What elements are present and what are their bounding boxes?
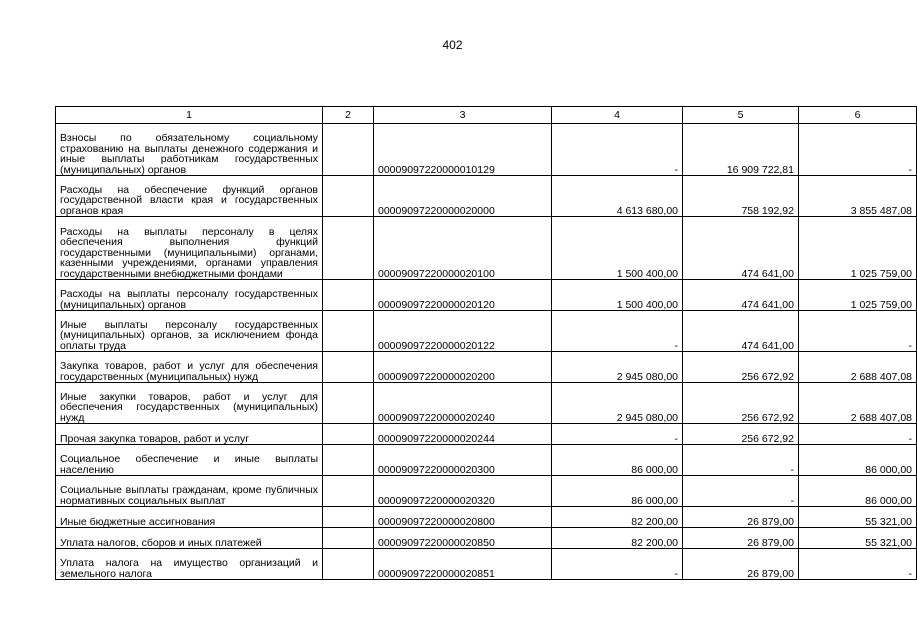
- row-col6-value: 1 025 759,00: [799, 217, 917, 280]
- row-name-cell: Расходы на выплаты персоналу в целях обеспечения выполнения функций государственными (муниципальными) органами, казенными учреждениями, органами управления государственными внебюджетными фондами: [56, 217, 323, 280]
- table-row: [56, 507, 917, 528]
- column-header-5: 5: [683, 107, 799, 124]
- table-row: [56, 124, 917, 176]
- column-header-4: 4: [552, 107, 683, 124]
- row-col2-cell: [323, 549, 374, 580]
- row-name-cell: Иные бюджетные ассигнования: [56, 507, 323, 528]
- table-row: [56, 549, 917, 580]
- row-col5-value: 16 909 722,81: [683, 124, 799, 176]
- row-col5-value: 474 641,00: [683, 280, 799, 311]
- row-code-cell: 00009097220000020200: [374, 352, 552, 383]
- row-name-cell: Взносы по обязательному социальному страхованию на выплаты денежного содержания и иные выплаты работникам государственных (муниципальных) органов: [56, 124, 323, 176]
- row-code-cell: 00009097220000010129: [374, 124, 552, 176]
- row-col6-value: 3 855 487,08: [799, 176, 917, 217]
- table-row: [56, 311, 917, 352]
- row-col2-cell: [323, 352, 374, 383]
- row-code-cell: 00009097220000020100: [374, 217, 552, 280]
- row-col5-value: 26 879,00: [683, 549, 799, 580]
- budget-table: [55, 106, 917, 580]
- row-code-cell: 00009097220000020000: [374, 176, 552, 217]
- row-col4-value: -: [552, 311, 683, 352]
- row-col2-cell: [323, 528, 374, 549]
- row-col6-value: 55 321,00: [799, 507, 917, 528]
- row-col6-value: -: [799, 311, 917, 352]
- row-col4-value: 86 000,00: [552, 445, 683, 476]
- row-col4-value: -: [552, 424, 683, 445]
- row-col5-value: 26 879,00: [683, 528, 799, 549]
- row-name-cell: Социальное обеспечение и иные выплаты населению: [56, 445, 323, 476]
- row-col2-cell: [323, 445, 374, 476]
- row-col4-value: 2 945 080,00: [552, 383, 683, 424]
- row-col2-cell: [323, 176, 374, 217]
- row-name-cell: Закупка товаров, работ и услуг для обеспечения государственных (муниципальных) нужд: [56, 352, 323, 383]
- table-row: [56, 352, 917, 383]
- row-col2-cell: [323, 124, 374, 176]
- row-col5-value: 256 672,92: [683, 424, 799, 445]
- row-col4-value: 1 500 400,00: [552, 280, 683, 311]
- row-col4-value: 86 000,00: [552, 476, 683, 507]
- row-col4-value: 2 945 080,00: [552, 352, 683, 383]
- row-col5-value: 474 641,00: [683, 311, 799, 352]
- row-col6-value: 55 321,00: [799, 528, 917, 549]
- row-name-cell: Расходы на обеспечение функций органов государственной власти края и государственных органов края: [56, 176, 323, 217]
- table-row: [56, 383, 917, 424]
- row-code-cell: 00009097220000020850: [374, 528, 552, 549]
- row-col5-value: 26 879,00: [683, 507, 799, 528]
- row-col2-cell: [323, 280, 374, 311]
- row-code-cell: 00009097220000020244: [374, 424, 552, 445]
- row-col4-value: -: [552, 124, 683, 176]
- row-code-cell: 00009097220000020120: [374, 280, 552, 311]
- row-col6-value: 2 688 407,08: [799, 383, 917, 424]
- row-name-cell: Прочая закупка товаров, работ и услуг: [56, 424, 323, 445]
- table-row: [56, 217, 917, 280]
- row-col6-value: 2 688 407,08: [799, 352, 917, 383]
- table-row: [56, 280, 917, 311]
- row-col4-value: 82 200,00: [552, 507, 683, 528]
- row-code-cell: 00009097220000020122: [374, 311, 552, 352]
- table-row: [56, 424, 917, 445]
- row-col2-cell: [323, 476, 374, 507]
- row-code-cell: 00009097220000020851: [374, 549, 552, 580]
- row-name-cell: Социальные выплаты гражданам, кроме публичных нормативных социальных выплат: [56, 476, 323, 507]
- row-col5-value: -: [683, 476, 799, 507]
- row-col5-value: -: [683, 445, 799, 476]
- row-col2-cell: [323, 311, 374, 352]
- row-col6-value: 86 000,00: [799, 445, 917, 476]
- row-col4-value: -: [552, 549, 683, 580]
- row-name-cell: Уплата налога на имущество организаций и земельного налога: [56, 549, 323, 580]
- table-header-row: [56, 107, 917, 124]
- table-row: [56, 476, 917, 507]
- row-col4-value: 82 200,00: [552, 528, 683, 549]
- column-header-6: 6: [799, 107, 917, 124]
- column-header-3: 3: [374, 107, 552, 124]
- row-name-cell: Расходы на выплаты персоналу государственных (муниципальных) органов: [56, 280, 323, 311]
- row-col2-cell: [323, 217, 374, 280]
- row-code-cell: 00009097220000020300: [374, 445, 552, 476]
- row-code-cell: 00009097220000020800: [374, 507, 552, 528]
- row-col6-value: 86 000,00: [799, 476, 917, 507]
- row-col4-value: 1 500 400,00: [552, 217, 683, 280]
- row-col6-value: -: [799, 424, 917, 445]
- column-header-1: 1: [56, 107, 323, 124]
- row-col5-value: 474 641,00: [683, 217, 799, 280]
- row-col6-value: -: [799, 549, 917, 580]
- column-header-2: 2: [323, 107, 374, 124]
- table-row: [56, 445, 917, 476]
- row-col5-value: 758 192,92: [683, 176, 799, 217]
- row-col6-value: -: [799, 124, 917, 176]
- page-number: 402: [442, 38, 463, 52]
- row-col4-value: 4 613 680,00: [552, 176, 683, 217]
- row-code-cell: 00009097220000020320: [374, 476, 552, 507]
- row-code-cell: 00009097220000020240: [374, 383, 552, 424]
- row-col5-value: 256 672,92: [683, 352, 799, 383]
- row-name-cell: Иные выплаты персоналу государственных (муниципальных) органов, за исключением фонда оплаты труда: [56, 311, 323, 352]
- row-col2-cell: [323, 507, 374, 528]
- row-col2-cell: [323, 383, 374, 424]
- row-col2-cell: [323, 424, 374, 445]
- table-row: [56, 528, 917, 549]
- row-name-cell: Иные закупки товаров, работ и услуг для обеспечения государственных (муниципальных) нужд: [56, 383, 323, 424]
- row-col6-value: 1 025 759,00: [799, 280, 917, 311]
- row-col5-value: 256 672,92: [683, 383, 799, 424]
- row-name-cell: Уплата налогов, сборов и иных платежей: [56, 528, 323, 549]
- table-row: [56, 176, 917, 217]
